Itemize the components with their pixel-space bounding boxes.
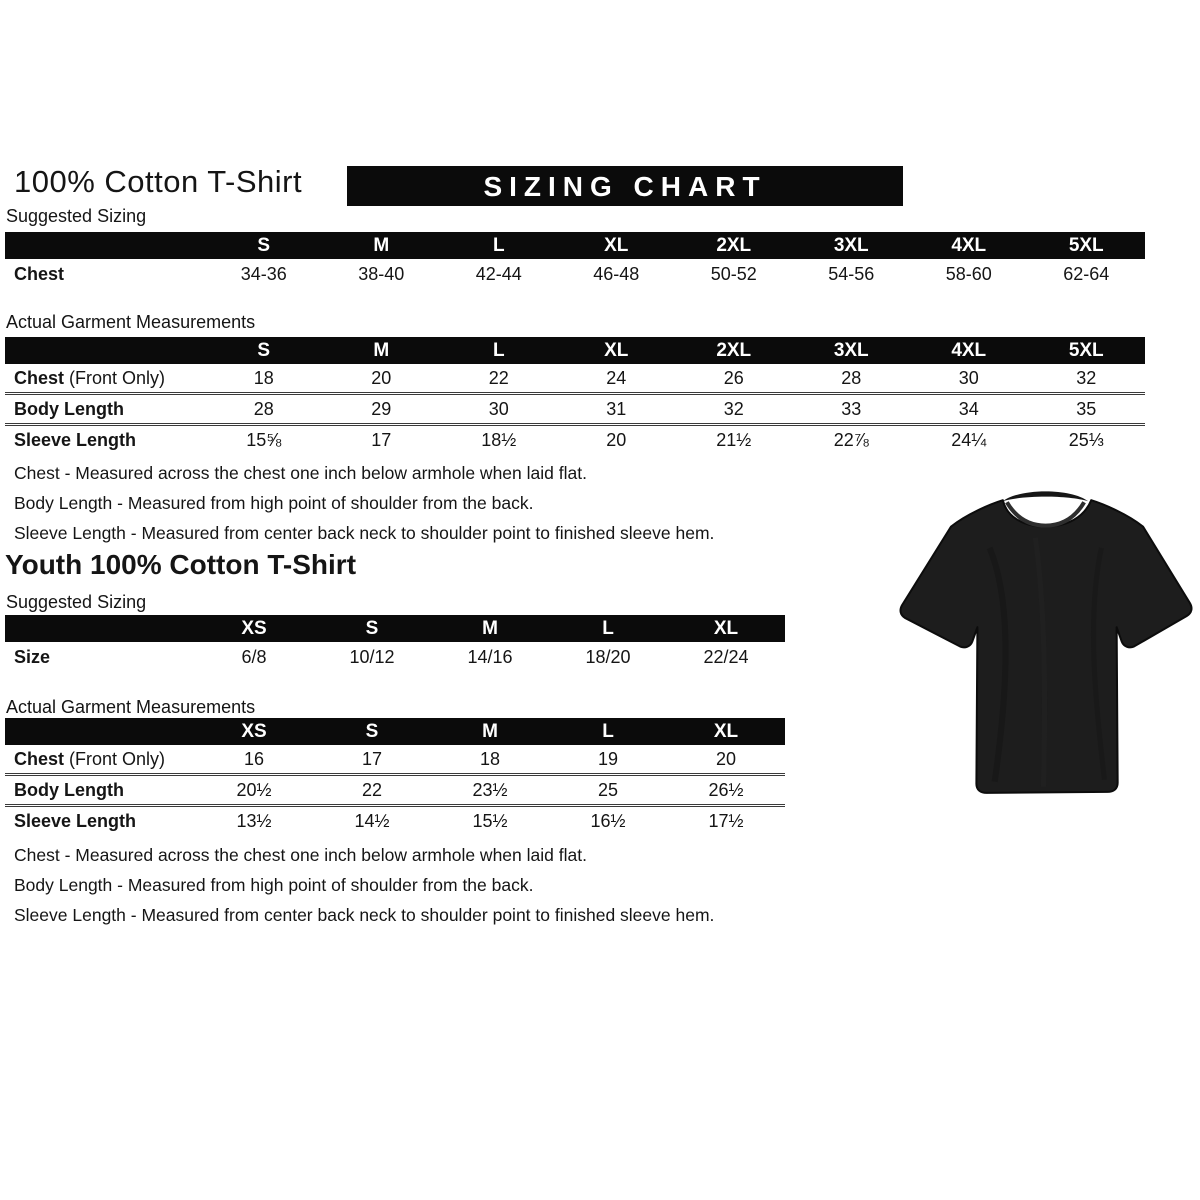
cell-value: 18/20 — [585, 647, 631, 667]
cell-value: 62-64 — [1063, 264, 1110, 284]
youth-suggested-sizing-label: Suggested Sizing — [6, 592, 147, 612]
cell-value: 35 — [1076, 398, 1097, 419]
cell-value: 25 — [597, 779, 619, 800]
table-header-row — [5, 615, 785, 642]
cell-value: 42-44 — [475, 264, 522, 284]
cell-value: 31 — [606, 398, 627, 419]
cell-value: 16 — [243, 748, 265, 769]
cell-value: 50-52 — [710, 264, 757, 284]
column-header: XL — [713, 720, 739, 742]
column-header: XS — [241, 720, 267, 742]
column-header: XL — [713, 617, 739, 639]
column-header: L — [492, 234, 505, 256]
column-header: 5XL — [1068, 234, 1104, 256]
column-header: S — [257, 339, 271, 361]
note-line: Sleeve Length - Measured from center back neck to shoulder point to finished sleeve hem. — [14, 523, 715, 543]
table-row — [5, 364, 1145, 392]
column-header: S — [365, 720, 379, 742]
cell-value: 20 — [715, 748, 737, 769]
column-header: M — [373, 234, 390, 256]
cell-value: 6/8 — [241, 647, 267, 667]
cell-value: 18 — [253, 367, 274, 388]
cell-value: 20½ — [236, 779, 272, 800]
column-header: L — [602, 617, 614, 639]
cell-value: 24 — [606, 367, 627, 388]
cell-value: 28 — [253, 398, 274, 419]
row-label: Chest (Front Only) — [14, 367, 166, 388]
youth-measurement-notes — [14, 840, 714, 930]
cell-value: 22/24 — [703, 647, 749, 667]
cell-value: 58-60 — [945, 264, 992, 284]
tshirt-image — [893, 487, 1198, 802]
table-header-row — [5, 337, 1145, 364]
youth-suggested-sizing-table — [5, 615, 785, 673]
cell-value: 21½ — [716, 429, 752, 450]
cell-value: 26½ — [708, 779, 744, 800]
cell-value: 25⅓ — [1068, 429, 1104, 450]
note-line: Body Length - Measured from high point of shoulder from the back. — [14, 875, 534, 895]
column-header: XL — [604, 234, 629, 256]
column-header: 2XL — [716, 234, 752, 256]
cell-value: 23½ — [472, 779, 508, 800]
cell-value: 16½ — [590, 810, 626, 831]
column-header: L — [492, 339, 505, 361]
cell-value: 22 — [361, 779, 383, 800]
column-header: 5XL — [1068, 339, 1104, 361]
note-line: Chest - Measured across the chest one inch below armhole when laid flat. — [14, 845, 587, 865]
adult-actual-measurements-label: Actual Garment Measurements — [6, 312, 256, 332]
cell-value: 14½ — [354, 810, 390, 831]
table-row — [5, 392, 1145, 423]
note-line: Sleeve Length - Measured from center back neck to shoulder point to finished sleeve hem. — [14, 905, 715, 925]
row-label: Size — [14, 647, 51, 667]
column-header: M — [482, 617, 498, 639]
column-header: M — [373, 339, 390, 361]
table-row — [5, 259, 1145, 290]
cell-value: 46-48 — [593, 264, 640, 284]
cell-value: 14/16 — [467, 647, 513, 667]
cell-value: 32 — [1076, 367, 1097, 388]
cell-value: 24¼ — [951, 429, 987, 450]
cell-value: 30 — [958, 367, 979, 388]
adult-suggested-sizing-table — [5, 232, 1145, 290]
row-label: Body Length — [14, 779, 124, 800]
cell-value: 22⅞ — [833, 429, 869, 450]
table-row — [5, 804, 785, 835]
table-header-row — [5, 232, 1145, 259]
cell-value: 15⅝ — [246, 429, 282, 450]
table-row — [5, 642, 785, 673]
cell-value: 20 — [606, 429, 627, 450]
row-label: Sleeve Length — [14, 810, 137, 831]
note-line: Body Length - Measured from high point of shoulder from the back. — [14, 493, 534, 513]
black-tshirt-graphic — [893, 487, 1198, 802]
table-row — [5, 773, 785, 804]
cell-value: 17 — [371, 429, 392, 450]
cell-value: 30 — [488, 398, 509, 419]
row-label: Chest — [14, 264, 65, 284]
sizing-chart-banner: SIZING CHART — [347, 166, 903, 206]
column-header: L — [602, 720, 614, 742]
row-label: Chest (Front Only) — [14, 748, 166, 769]
cell-value: 18½ — [481, 429, 517, 450]
column-header: S — [257, 234, 271, 256]
youth-section-title: Youth 100% Cotton T-Shirt — [5, 549, 357, 580]
column-header: 3XL — [833, 339, 869, 361]
note-line: Chest - Measured across the chest one inch below armhole when laid flat. — [14, 463, 587, 483]
cell-value: 17½ — [708, 810, 744, 831]
row-label: Body Length — [14, 398, 124, 419]
cell-value: 34-36 — [240, 264, 287, 284]
cell-value: 32 — [723, 398, 744, 419]
cell-value: 17 — [361, 748, 383, 769]
row-label: Sleeve Length — [14, 429, 137, 450]
cell-value: 26 — [723, 367, 744, 388]
cell-value: 13½ — [236, 810, 272, 831]
column-header: 3XL — [833, 234, 869, 256]
cell-value: 54-56 — [828, 264, 875, 284]
cell-value: 18 — [479, 748, 501, 769]
column-header: 4XL — [951, 339, 987, 361]
table-row — [5, 745, 785, 773]
youth-actual-measurements-label: Actual Garment Measurements — [6, 697, 256, 717]
column-header: XS — [241, 617, 267, 639]
cell-value: 19 — [597, 748, 619, 769]
column-header: S — [365, 617, 379, 639]
youth-actual-measurements-table — [5, 718, 785, 835]
adult-section-title: 100% Cotton T-Shirt — [14, 164, 303, 199]
cell-value: 34 — [958, 398, 979, 419]
table-header-row — [5, 718, 785, 745]
column-header: XL — [604, 339, 629, 361]
cell-value: 10/12 — [349, 647, 395, 667]
cell-value: 20 — [371, 367, 392, 388]
table-row — [5, 423, 1145, 454]
cell-value: 28 — [841, 367, 862, 388]
cell-value: 29 — [371, 398, 392, 419]
column-header: 4XL — [951, 234, 987, 256]
cell-value: 38-40 — [358, 264, 405, 284]
cell-value: 15½ — [472, 810, 508, 831]
adult-actual-measurements-table — [5, 337, 1145, 454]
column-header: M — [482, 720, 498, 742]
cell-value: 33 — [841, 398, 862, 419]
cell-value: 22 — [488, 367, 509, 388]
column-header: 2XL — [716, 339, 752, 361]
adult-measurement-notes — [14, 458, 714, 548]
adult-suggested-sizing-label: Suggested Sizing — [6, 206, 147, 226]
